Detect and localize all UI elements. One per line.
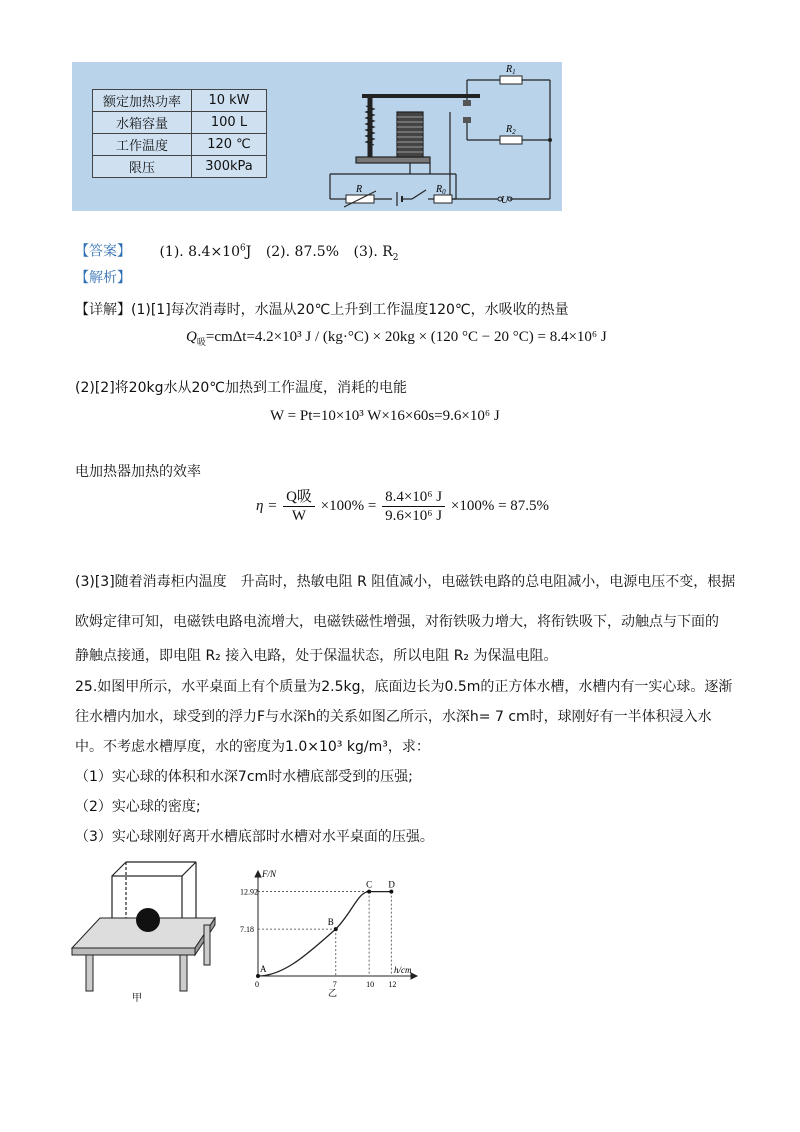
table-value: 120 ℃ [192, 134, 267, 156]
x-tick-label: 12 [388, 980, 397, 989]
label-r1: $R_1$ [506, 64, 516, 76]
table-row [93, 112, 267, 134]
table-key: 水箱容量 [93, 112, 192, 134]
y-axis-label: F/N [262, 869, 277, 879]
spec-table [92, 89, 267, 178]
label-u: U [501, 195, 509, 206]
table-row [93, 156, 267, 178]
data-point [256, 974, 260, 978]
question-line-2: 往水槽内加水，球受到的浮力F与水深h的关系如图乙所示，水深h= 7 cm时，球刚好有一半体积浸入水 [75, 709, 712, 725]
detail-paragraph-3: 电加热器加热的效率 [75, 464, 201, 480]
question-line-1: 25.如图甲所示，水平桌面上有个质量为2.5kg，底面边长为0.5m的正方体水槽，水槽内有一实心球。逐渐 [75, 679, 733, 695]
answer-line [75, 238, 399, 267]
answer-tag: 【答案】 [75, 243, 131, 260]
data-label: A [260, 964, 267, 974]
data-point [367, 890, 371, 894]
detail-paragraph-4: (3)[3]随着消毒柜内温度 升高时，热敏电阻 R 阻值减小，电磁铁电路的总电阻减小，电源电压不变，根据 [75, 574, 736, 590]
subquestion-1: （1）实心球的体积和水深7cm时水槽底部受到的压强; [75, 769, 413, 785]
circuit-diagram [322, 62, 562, 211]
x-tick-label: 7 [332, 980, 337, 989]
resistor-r1 [500, 76, 522, 84]
question-line-3: 中。不考虑水槽厚度，水的密度为1.0×10³ kg/m³，求： [75, 739, 430, 755]
detail-paragraph-6: 静触点接通，即电阻 R₂ 接入电路，处于保温状态，所以电阻 R₂ 为保温电阻。 [75, 648, 558, 664]
x-axis-arrow [411, 973, 417, 979]
detail-paragraph-2: (2)[2]将20kg水从20℃加热到工作温度，消耗的电能 [75, 380, 408, 396]
detail-paragraph-1: 【详解】(1)[1]每次消毒时，水温从20℃上升到工作温度120℃，水吸收的热量 [75, 302, 569, 318]
table-value: 100 L [192, 112, 267, 134]
resistor-r0 [434, 195, 452, 203]
label-r: R [356, 184, 363, 195]
table-key: 限压 [93, 156, 192, 178]
figure-caption-right: 乙 [328, 989, 338, 999]
subquestion-3: （3）实心球刚好离开水槽底部时水槽对水平桌面的压强。 [75, 829, 434, 845]
answer-2: (2). 87.5% [265, 243, 340, 260]
top-figure [72, 62, 562, 211]
subquestion-2: （2）实心球的密度; [75, 799, 201, 815]
series-line [258, 892, 391, 976]
f-h-chart [240, 868, 425, 1000]
x-tick-label: 0 [255, 980, 259, 989]
solid-ball [136, 908, 160, 932]
analysis-tag: 【解析】 [75, 270, 131, 286]
table-value: 10 kW [192, 90, 267, 112]
y-tick-label: 12.92 [240, 887, 258, 897]
y-axis-arrow [255, 871, 261, 877]
data-label: D [388, 879, 395, 890]
data-label: B [327, 917, 334, 928]
figure-caption-left: 甲 [132, 993, 142, 1003]
equation-3: η = $\frac{\text{Q吸}}{W}$ ×100% = $\frac{\text{8.4×10⁶ J}}{\text{9.6×10⁶ J}}$ ×100% = 87.5% [256, 489, 550, 524]
data-label: C [366, 879, 373, 890]
table-key: 工作温度 [93, 134, 192, 156]
equation-1: $Q_吸=cm\Delta t=4.2\times 10^3$ J / (kg·°C) × 20kg × (120 °C − 20 °C) = 8.4×10⁶ J [186, 329, 607, 347]
data-point [389, 890, 393, 894]
answer-1: (1). $8.4\times 10^6J$ [159, 243, 252, 260]
x-axis-label: h/cm [394, 965, 412, 975]
detail-paragraph-5: 欧姆定律可知，电磁铁电路电流增大，电磁铁磁性增强，对衔铁吸力增大，将衔铁吸下，动触点与下面的 [75, 614, 719, 630]
answer-3: (3). $R_2$ [353, 243, 399, 263]
table-value: 300kPa [192, 156, 267, 178]
y-tick-label: 7.18 [240, 925, 254, 935]
label-r2: $R_2$ [506, 124, 516, 136]
table-row [93, 134, 267, 156]
table-key: 额定加热功率 [93, 90, 192, 112]
resistor-r2 [500, 136, 522, 144]
table-row [93, 90, 267, 112]
data-point [334, 927, 338, 931]
equation-2: W = Pt=10×10³ W×16×60s=9.6×10⁶ J [270, 408, 500, 424]
x-tick-label: 10 [366, 980, 375, 989]
label-r0: $R_0$ [436, 184, 446, 196]
tank-figure [70, 858, 220, 1003]
